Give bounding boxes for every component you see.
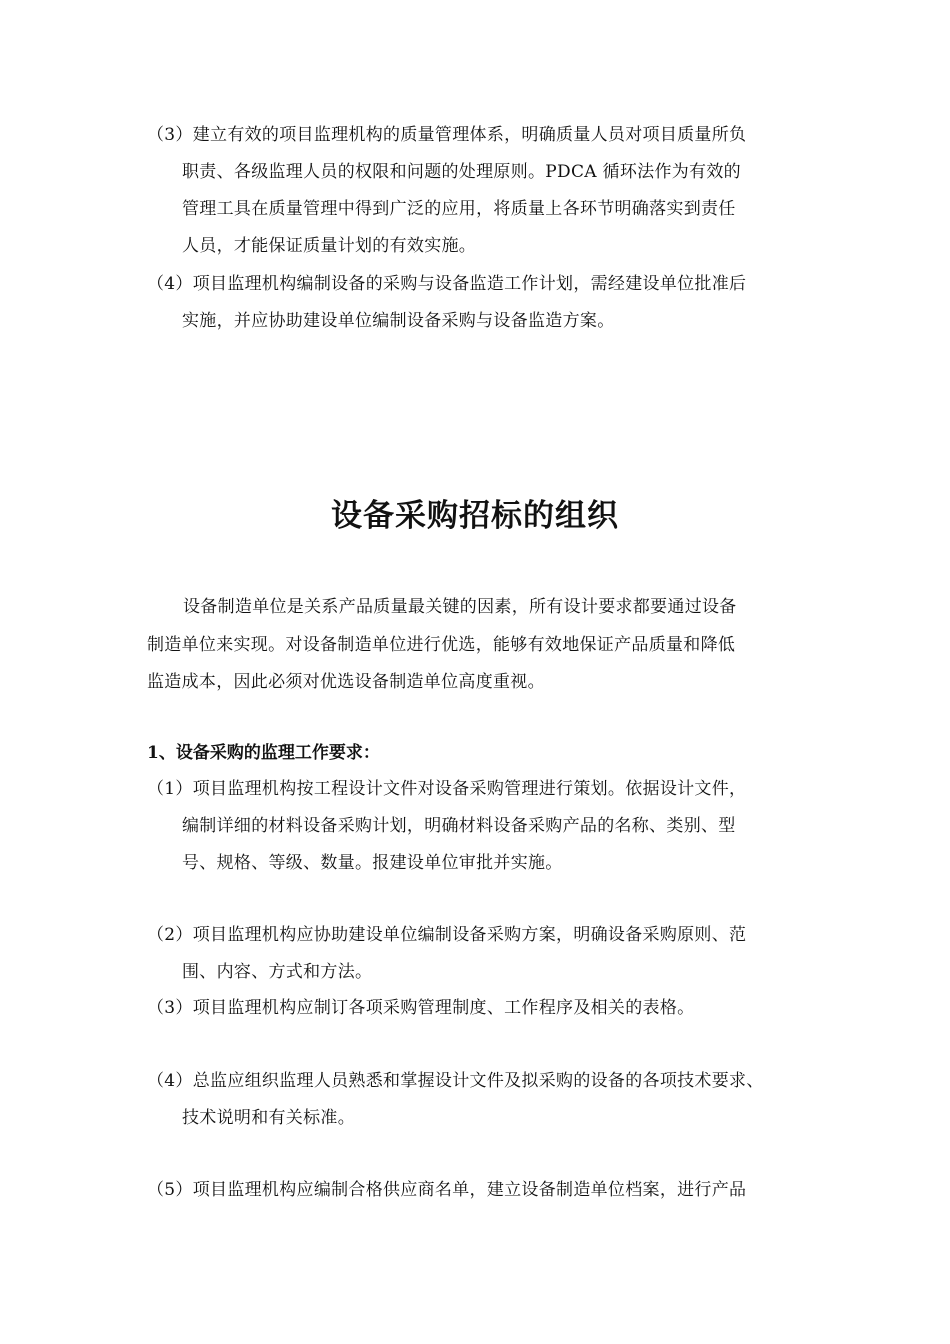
list-item-line: （4）总监应组织监理人员熟悉和掌握设计文件及拟采购的设备的各项技术要求、 — [147, 1071, 764, 1091]
list-item-line: （2）项目监理机构应协助建设单位编制设备采购方案，明确设备采购原则、范 — [147, 925, 747, 945]
list-item-4 — [147, 266, 819, 340]
list-item-line: 管理工具在质量管理中得到广泛的应用，将质量上各环节明确落实到责任 — [182, 199, 736, 219]
list-item-line: 编制详细的材料设备采购计划，明确材料设备采购产品的名称、类别、型 — [182, 816, 736, 836]
list-item-line: （1）项目监理机构按工程设计文件对设备采购管理进行策划。依据设计文件， — [147, 779, 747, 799]
list-item-line: （3）项目监理机构应制订各项采购管理制度、工作程序及相关的表格。 — [147, 998, 695, 1018]
requirement-item-4 — [147, 1063, 837, 1137]
paragraph-line: 设备制造单位是关系产品质量最关键的因素，所有设计要求都要通过设备 — [183, 597, 737, 617]
list-item-line: 职责、各级监理人员的权限和问题的处理原则。PDCA 循环法作为有效的 — [182, 162, 741, 182]
list-item-line: 人员，才能保证质量计划的有效实施。 — [182, 236, 477, 256]
list-item-line: 技术说明和有关标准。 — [182, 1108, 355, 1128]
list-item-line: 围、内容、方式和方法。 — [182, 962, 373, 982]
list-item-3 — [147, 117, 819, 265]
list-item-line: （5）项目监理机构应编制合格供应商名单，建立设备制造单位档案，进行产品 — [147, 1180, 747, 1200]
requirement-item-1 — [147, 771, 819, 882]
list-item-line: 实施，并应协助建设单位编制设备采购与设备监造方案。 — [182, 311, 615, 331]
list-item-line: （3）建立有效的项目监理机构的质量管理体系，明确质量人员对项目质量所负 — [147, 125, 747, 145]
paragraph-line: 监造成本，因此必须对优选设备制造单位高度重视。 — [147, 672, 545, 692]
requirement-item-2 — [147, 917, 819, 991]
requirement-item-5 — [147, 1172, 819, 1209]
paragraph-line: 制造单位来实现。对设备制造单位进行优选，能够有效地保证产品质量和降低 — [147, 634, 736, 655]
list-item-line: （4）项目监理机构编制设备的采购与设备监造工作计划，需经建设单位批准后 — [147, 274, 747, 294]
intro-paragraph — [147, 589, 811, 702]
list-item-line: 号、规格、等级、数量。报建设单位审批并实施。 — [182, 853, 563, 873]
requirement-item-3 — [147, 990, 819, 1027]
section-title: 设备采购招标的组织 — [331, 498, 619, 534]
subheading: 1、设备采购的监理工作要求： — [147, 743, 380, 763]
